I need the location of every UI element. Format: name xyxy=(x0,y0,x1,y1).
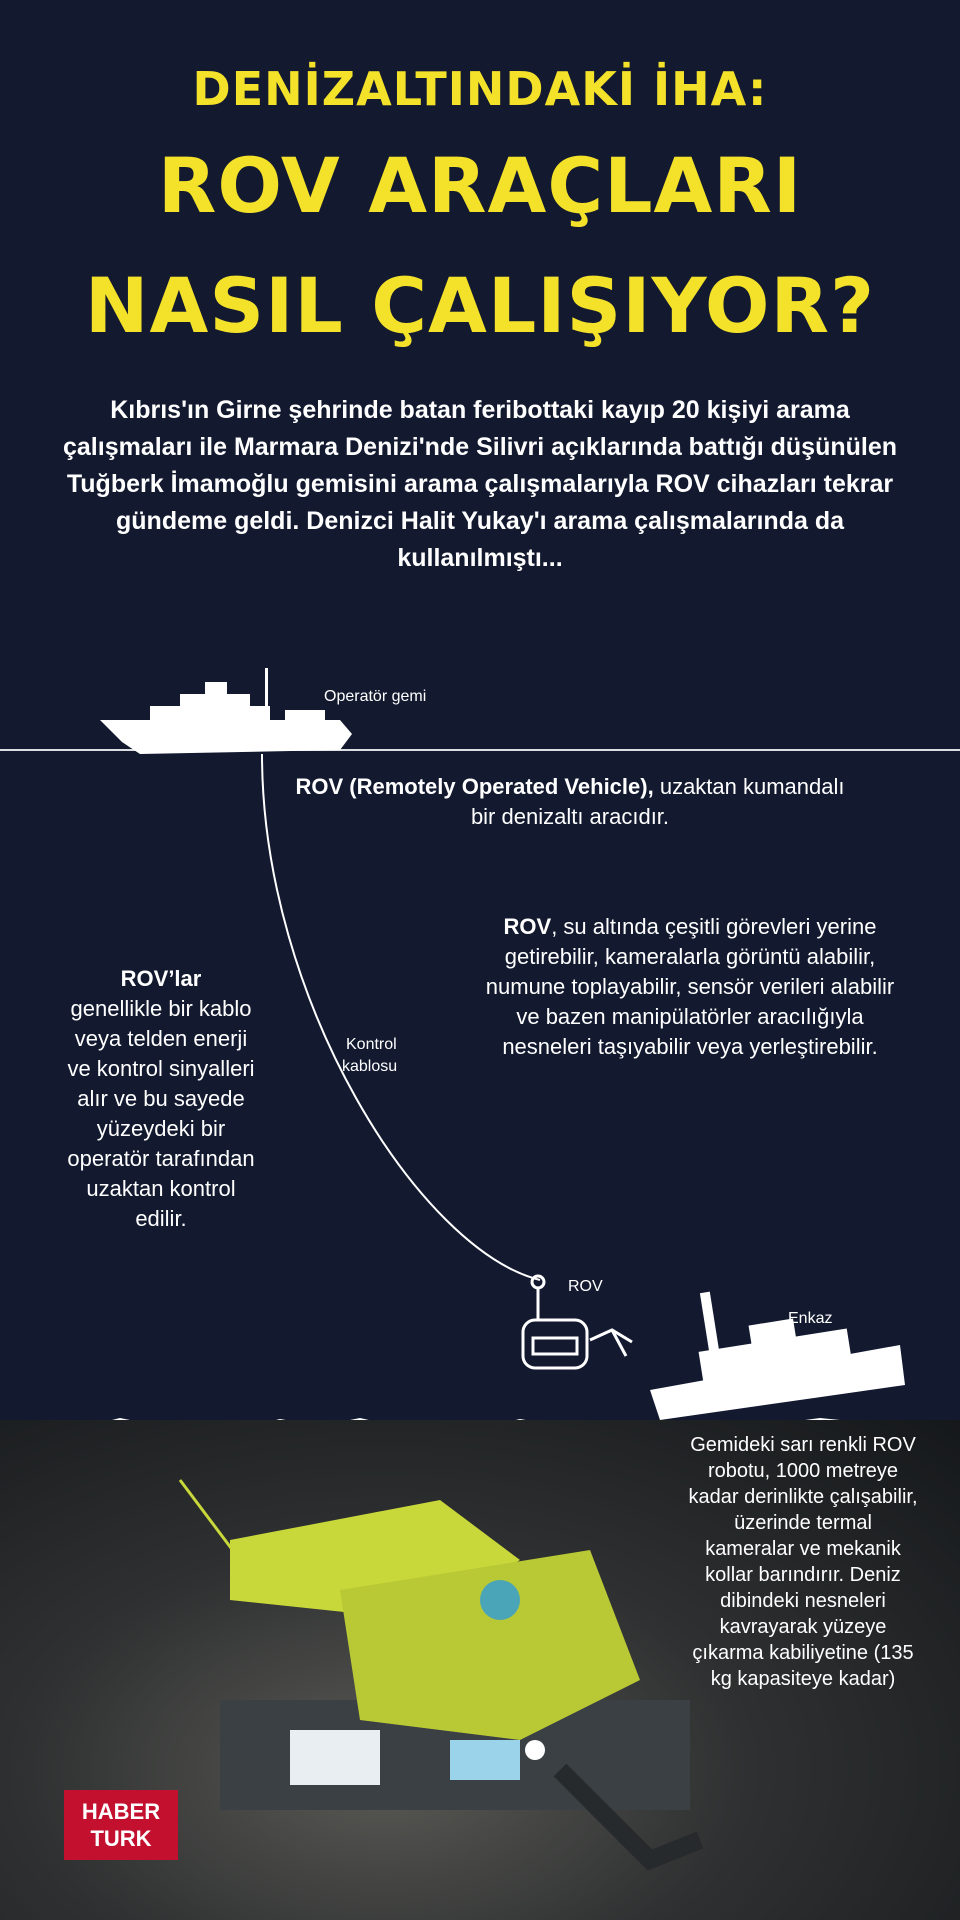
label-control-cable-1: Kontrol xyxy=(346,1036,397,1053)
label-control-cable-2: kablosu xyxy=(342,1058,398,1075)
logo-line-2: TURK xyxy=(90,1826,152,1851)
operator-ship-icon xyxy=(100,668,352,754)
rov-tasks xyxy=(480,912,900,1062)
rov-definition-bold: ROV (Remotely Operated Vehicle), xyxy=(295,774,654,799)
label-operator-ship: Operatör gemi xyxy=(324,688,427,705)
rov-definition xyxy=(290,772,850,832)
intro-text: Kıbrıs'ın Girne şehrinde batan feribottaki kayıp 20 kişiyi arama çalışmaları ile Marmara Denizi'nde Silivri açıklarında battığı düşünülen Tuğberk İmamoğlu gemisini arama çalışmalarıyla ROV cihazları tekrar gündeme geldi. Denizci Halit Yukay'ı arama çalışmalarında da kullanılmıştı... xyxy=(63,396,897,572)
logo-line-1: HABER xyxy=(81,1799,161,1824)
rov-power-rest: genellikle bir kablo veya telden enerji ve kontrol sinyalleri alır ve bu sayede yüzeydeki bir operatör tarafından uzaktan kontrol edilir. xyxy=(67,996,255,1231)
title-line-2: ROV ARAÇLARI xyxy=(157,141,803,230)
title-line-1: DENİZALTINDAKİ İHA: xyxy=(192,62,768,116)
label-wreck: Enkaz xyxy=(788,1310,833,1327)
rov-definition-rest: uzaktan kumandalı bir denizaltı aracıdır. xyxy=(470,774,845,829)
haberturk-logo xyxy=(64,1790,178,1860)
rov-power-bold: ROV’lar xyxy=(120,966,202,991)
label-rov: ROV xyxy=(568,1278,603,1295)
yellow-rov-info xyxy=(688,1432,918,1692)
title-line-3: NASIL ÇALIŞIYOR? xyxy=(84,261,876,350)
yellow-rov-info-text: Gemideki sarı renkli ROV robotu, 1000 metreye kadar derinlikte çalışabilir, üzerinde termal kameralar ve mekanik kollar barındırır. Deniz dibindeki nesneleri kavrayarak yüzeye çıkarma kabiliyetine (135 kg kapasiteye kadar) xyxy=(688,1434,918,1690)
wreck-icon xyxy=(650,1292,905,1420)
rov-power-info xyxy=(66,964,256,1234)
rov-tasks-bold: ROV xyxy=(503,914,552,939)
rov-tasks-rest: , su altında çeşitli görevleri yerine getirebilir, kameralarla görüntü alabilir, numune toplayabilir, sensör verileri alabilir ve bazen manipülatörler aracılığıyla nesneleri taşıyabilir veya yerleştirebilir. xyxy=(485,914,895,1059)
